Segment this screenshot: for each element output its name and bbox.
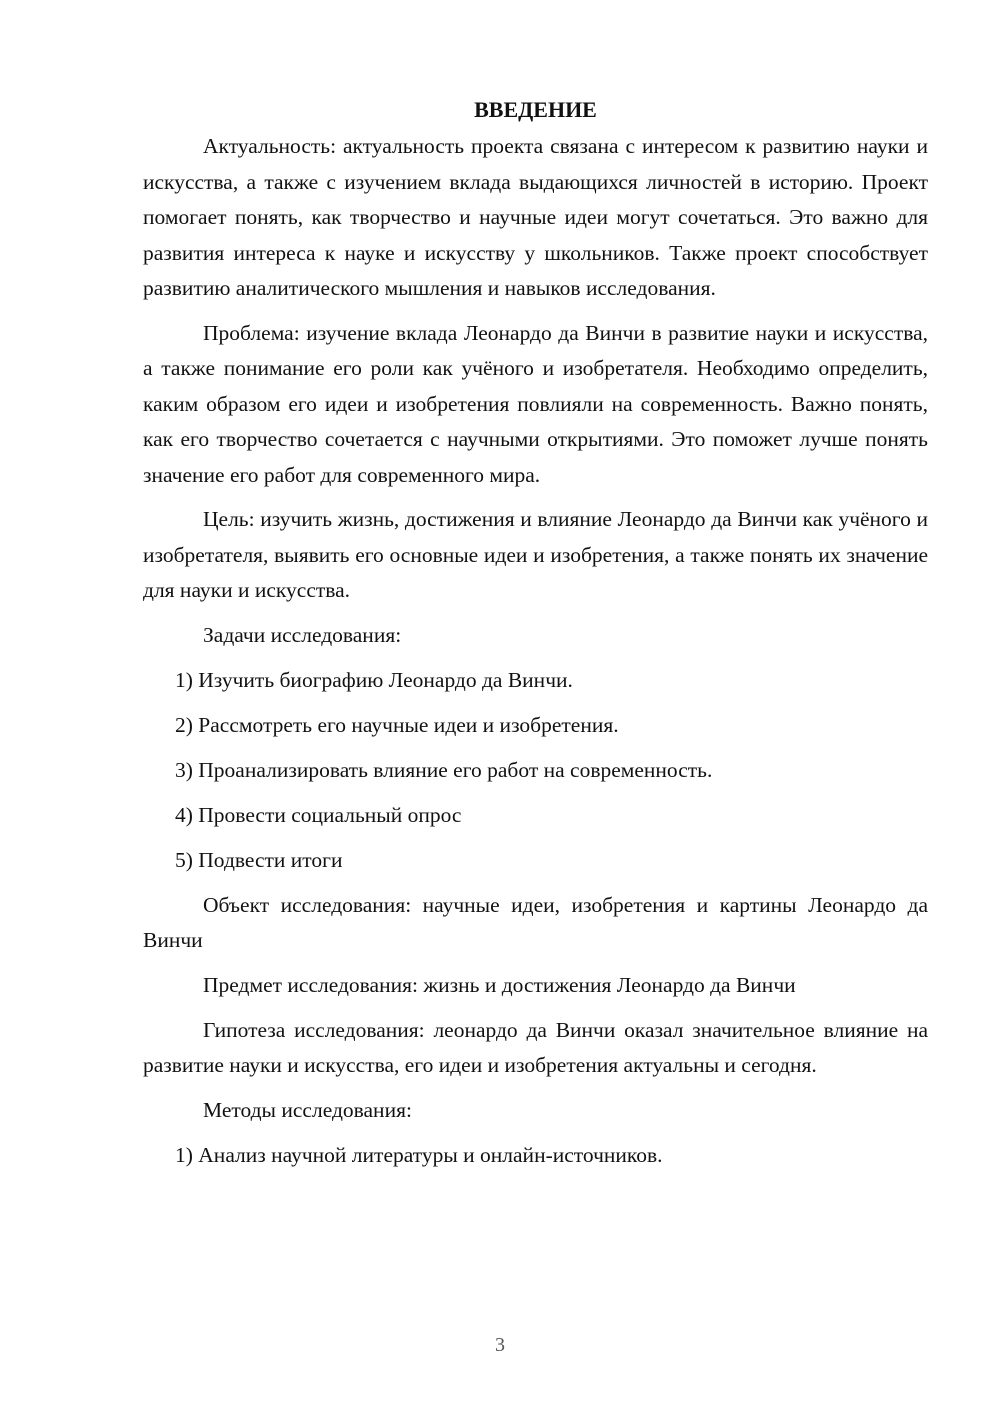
problem-paragraph: Проблема: изучение вклада Леонардо да Винчи в развитие науки и искусства, а также понимание его роли как учёного и изобретателя. Необходимо определить, каким образом его идеи и изобретения повлияли на современность. Важно понять, как его творчество сочетается с научными открытиями. Это поможет лучше понять значение его работ для современного мира. bbox=[143, 320, 928, 487]
task-item: 1) Изучить биографию Леонардо да Винчи. bbox=[175, 667, 573, 692]
document-page bbox=[143, 92, 928, 1183]
task-item: 3) Проанализировать влияние его работ на современность. bbox=[175, 757, 713, 782]
goal-paragraph: Цель: изучить жизнь, достижения и влияние Леонардо да Винчи как учёного и изобретателя, выявить его основные идеи и изобретения, а также понять их значение для науки и искусства. bbox=[143, 507, 928, 602]
object-paragraph: Объект исследования: научные идеи, изобретения и картины Леонардо да Винчи bbox=[143, 892, 928, 952]
page-number: 3 bbox=[495, 1334, 505, 1356]
subject-paragraph: Предмет исследования: жизнь и достижения Леонардо да Винчи bbox=[203, 972, 796, 997]
section-title: ВВЕДЕНИЕ bbox=[474, 97, 597, 122]
relevance-paragraph: Актуальность: актуальность проекта связана с интересом к развитию науки и искусства, а также с изучением вклада выдающихся личностей в историю. Проект помогает понять, как творчество и научные идеи могут сочетаться. Это важно для развития интереса к науке и искусству у школьников. Также проект способствует развитию аналитического мышления и навыков исследования. bbox=[143, 134, 928, 300]
task-item: 2) Рассмотреть его научные идеи и изобретения. bbox=[175, 712, 619, 737]
hypothesis-paragraph: Гипотеза исследования: леонардо да Винчи оказал значительное влияние на развитие науки и искусства, его идеи и изобретения актуальны и сегодня. bbox=[143, 1017, 928, 1077]
tasks-heading: Задачи исследования: bbox=[203, 622, 402, 647]
task-item: 4) Провести социальный опрос bbox=[175, 802, 462, 827]
methods-heading: Методы исследования: bbox=[203, 1097, 412, 1122]
task-item: 5) Подвести итоги bbox=[175, 847, 343, 872]
method-item: 1) Анализ научной литературы и онлайн-источников. bbox=[175, 1142, 663, 1167]
